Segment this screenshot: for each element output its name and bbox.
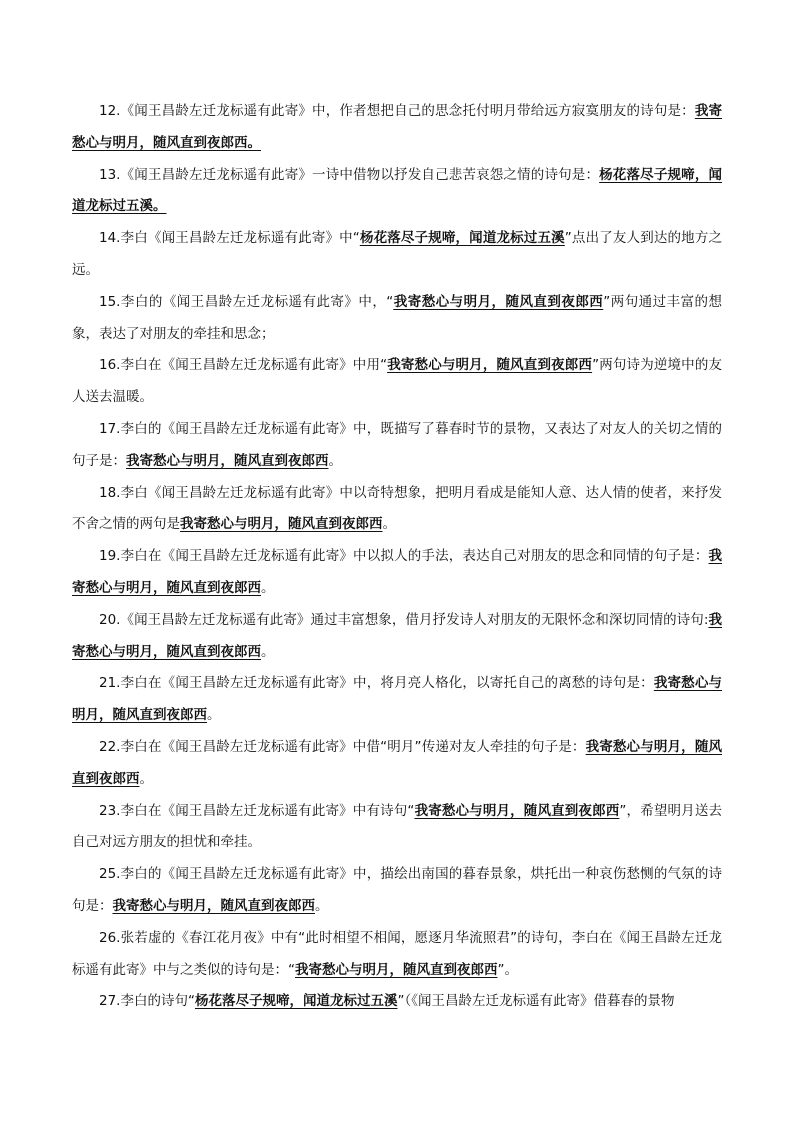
answer-text: 我寄愁心与明月，随风直到夜郎西: [72, 675, 723, 724]
question-paragraph: [72, 541, 722, 605]
question-paragraph: [72, 478, 722, 542]
question-text: 。: [139, 770, 153, 787]
question-paragraph: [72, 668, 722, 732]
question-paragraph: [72, 732, 722, 796]
question-paragraph: [72, 986, 722, 1018]
answer-text: 我寄愁心与明月，随风直到夜郎西: [112, 897, 315, 914]
answer-text: 杨花落尽子规啼，闻道龙标过五溪。: [72, 166, 723, 215]
question-paragraph: [72, 796, 722, 860]
question-text: 27.李白的诗句“: [99, 993, 195, 1010]
question-text: 19.李白在《闻王昌龄左迁龙标遥有此寄》中以拟人的手法，表达自己对朋友的思念和同情的句子是：: [99, 548, 709, 565]
question-text: ”两句诗为逆境中的友人送去温暖。: [72, 357, 722, 406]
question-text: 22.李白在《闻王昌龄左迁龙标遥有此寄》中借“明月”传递对友人牵挂的句子是：: [99, 738, 586, 755]
question-text: 26.张若虚的《春江花月夜》中有“此时相望不相闻，愿逐月华流照君”的诗句，李白在《闻王昌龄左迁龙标遥有此寄》中与之类似的诗句是：“: [72, 929, 722, 978]
question-text: 23.李白在《闻王昌龄左迁龙标遥有此寄》中有诗句“: [99, 802, 415, 819]
question-text: 13.《闻王昌龄左迁龙标遥有此寄》一诗中借物以抒发自己悲苦哀怨之情的诗句是：: [99, 166, 600, 183]
question-paragraph: [72, 605, 722, 669]
question-text: 16.李白在《闻王昌龄左迁龙标遥有此寄》中用“: [99, 357, 388, 374]
answer-text: 我寄愁心与明月，随风直到夜郎西: [180, 516, 383, 533]
question-text: 。: [207, 707, 221, 724]
question-text: 25.李白的《闻王昌龄左迁龙标遥有此寄》中，描绘出南国的暮春景象，烘托出一种哀伤愁恻的气氛的诗句是：: [72, 866, 722, 914]
answer-text: 我寄愁心与明月，随风直到夜郎西: [72, 611, 722, 660]
answer-text: 我寄愁心与明月，随风直到夜郎西: [295, 961, 498, 978]
question-paragraph: [72, 923, 722, 987]
answer-text: 我寄愁心与明月，随风直到夜郎西: [72, 548, 722, 596]
question-text: 21.李白在《闻王昌龄左迁龙标遥有此寄》中，将月亮人格化，以寄托自己的离愁的诗句是：: [99, 675, 654, 692]
answer-text: 我寄愁心与明月，随风直到夜郎西: [393, 293, 604, 310]
question-text: 。: [328, 452, 342, 469]
question-text: 。: [382, 516, 396, 533]
question-paragraph: [72, 859, 722, 923]
question-text: 。: [261, 643, 275, 660]
question-text: 12.《闻王昌龄左迁龙标遥有此寄》中，作者想把自己的思念托付明月带给远方寂寞朋友的诗句是：: [99, 103, 695, 119]
question-text: ”（《闻王昌龄左迁龙标遥有此寄》借暮春的景物: [397, 993, 675, 1010]
answer-text: 我寄愁心与明月，随风直到夜郎西: [414, 802, 620, 819]
answer-text: 我寄愁心与明月，随风直到夜郎西。: [72, 103, 722, 151]
answer-text: 我寄愁心与明月，随风直到夜郎西: [126, 452, 329, 469]
answer-text: 我寄愁心与明月，随风直到夜郎西: [387, 357, 593, 374]
answer-text: 我寄愁心与明月，随风直到夜郎西: [72, 738, 722, 787]
question-paragraph: [72, 223, 722, 287]
question-text: ”两句通过丰富的想象，表达了对朋友的牵挂和思念；: [72, 293, 722, 342]
answer-text: 杨花落尽子规啼，闻道龙标过五溪: [359, 230, 565, 247]
question-text: 20.《闻王昌龄左迁龙标遥有此寄》通过丰富想象，借月抒发诗人对朋友的无限怀念和深切同情的诗句:: [99, 611, 709, 628]
question-text: 14.李白《闻王昌龄左迁龙标遥有此寄》中“: [99, 230, 360, 247]
document-body: [72, 96, 722, 1018]
question-paragraph: [72, 414, 722, 478]
question-text: 。: [261, 579, 275, 596]
question-text: 18.李白《闻王昌龄左迁龙标遥有此寄》中以奇特想象，把明月看成是能知人意、达人情的使者，来抒发不舍之情的两句是: [72, 484, 722, 533]
question-paragraph: [72, 350, 722, 414]
question-text: ”。: [497, 961, 518, 978]
question-text: ”点出了友人到达的地方之远。: [72, 230, 722, 278]
question-text: 15.李白的《闻王昌龄左迁龙标遥有此寄》中，“: [99, 293, 394, 310]
question-paragraph: [72, 96, 722, 160]
answer-text: 杨花落尽子规啼，闻道龙标过五溪: [194, 993, 398, 1010]
question-text: ”，希望明月送去自己对远方朋友的担忧和牵挂。: [72, 802, 722, 851]
question-paragraph: [72, 287, 722, 351]
question-paragraph: [72, 160, 722, 224]
question-text: 17.李白的《闻王昌龄左迁龙标遥有此寄》中，既描写了暮春时节的景物，又表达了对友人的关切之情的句子是：: [72, 420, 722, 469]
question-text: 。: [315, 897, 329, 914]
